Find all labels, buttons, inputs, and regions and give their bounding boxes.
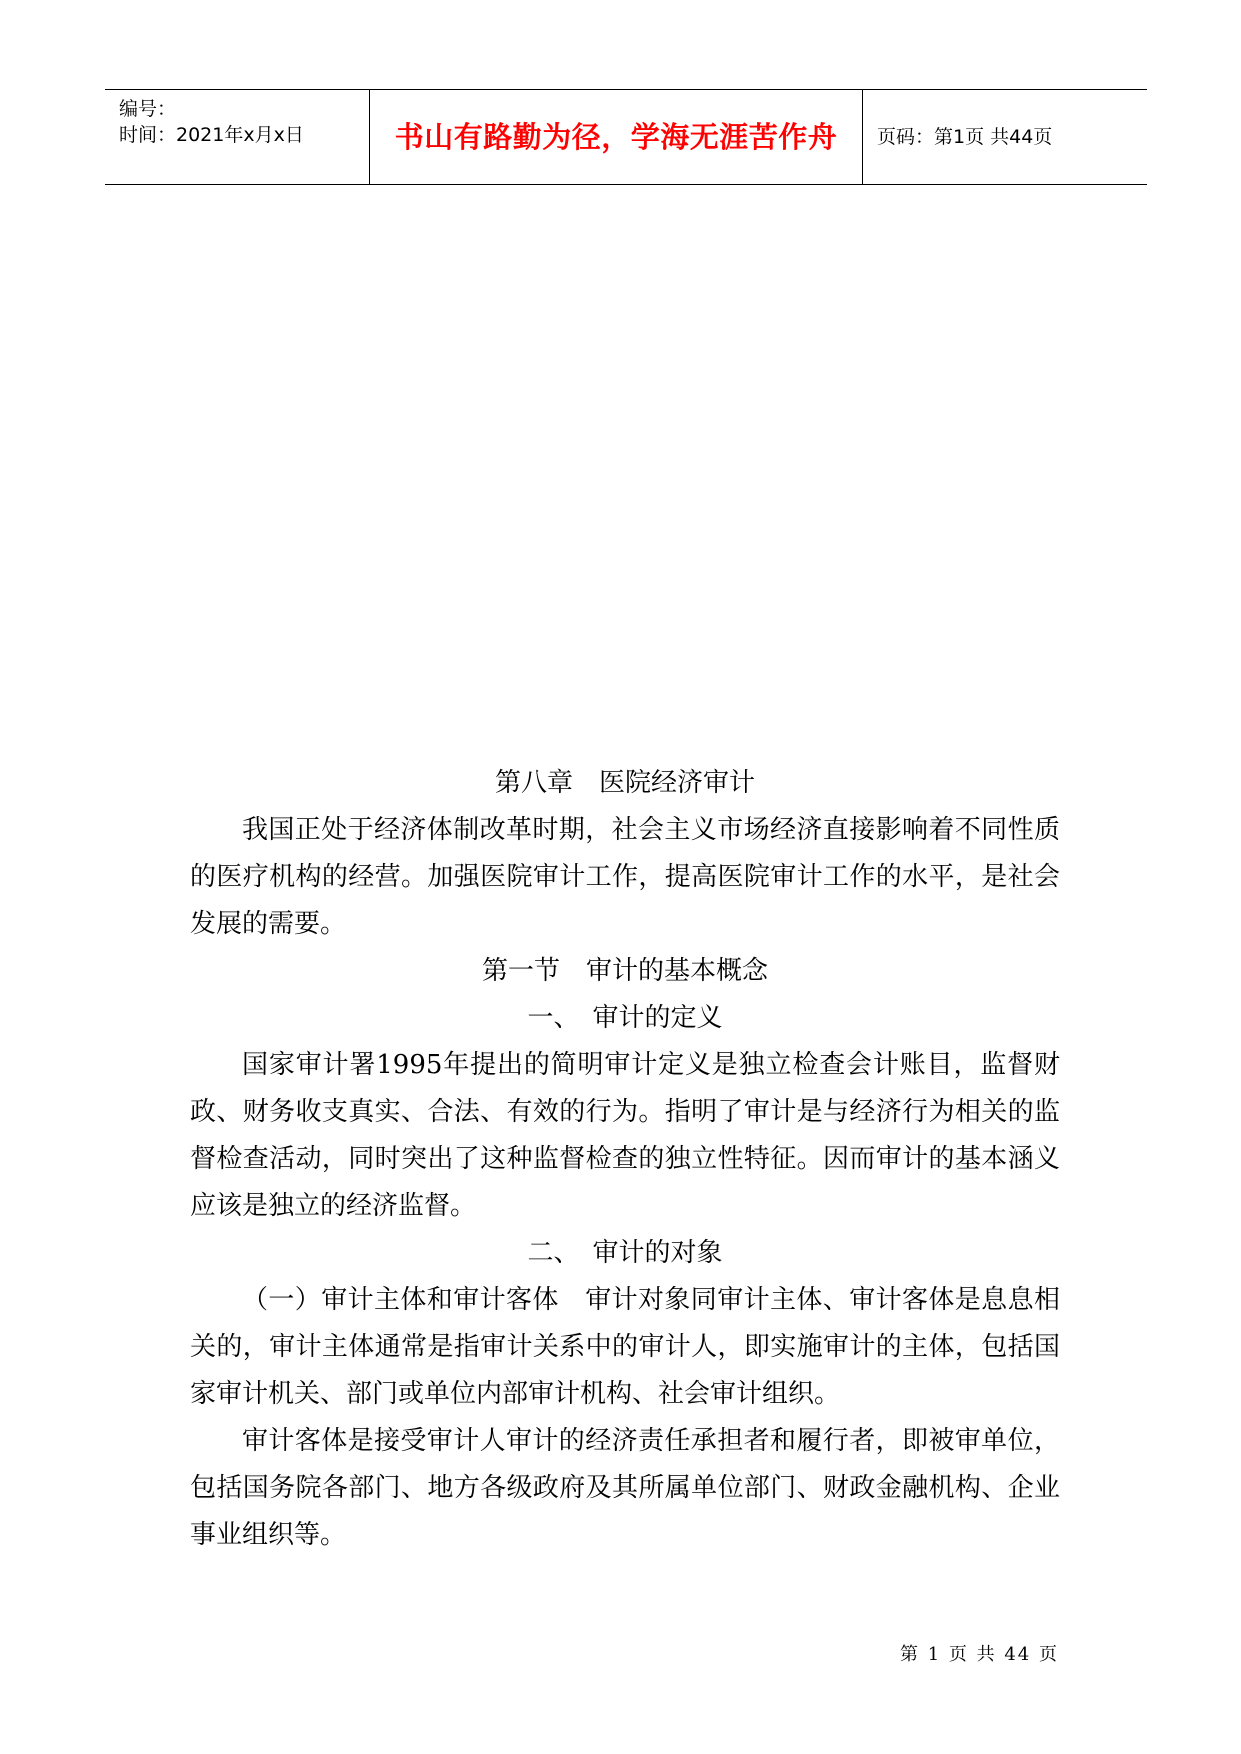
intro-paragraph: 我国正处于经济体制改革时期，社会主义市场经济直接影响着不同性质的医疗机构的经营。加强医院审计工作，提高医院审计工作的水平，是社会发展的需要。 [190,815,1060,939]
object-paragraph-1: （一）审计主体和审计客体 审计对象同审计主体、审计客体是息息相关的，审计主体通常是指审计关系中的审计人，即实施审计的主体，包括国家审计机关、部门或单位内部审计机构、社会审计组织。 [190,1285,1060,1409]
document-body [190,760,1060,1559]
object-paragraph-2: 审计客体是接受审计人审计的经济责任承担者和履行者，即被审单位，包括国务院各部门、地方各级政府及其所属单位部门、财政金融机构、企业事业组织等。 [190,1426,1060,1550]
chapter-title: 第八章 医院经济审计 [494,768,755,798]
header-page-label: 页码：第1页 共44页 [877,126,1053,148]
subsection-title-object: 二、 审计的对象 [527,1238,723,1268]
definition-paragraph: 国家审计署1995年提出的简明审计定义是独立检查会计账目，监督财政、财务收支真实、合法、有效的行为。指明了审计是与经济行为相关的监督检查活动，同时突出了这种监督检查的独立性特征。因而审计的基本涵义应该是独立的经济监督。 [190,1050,1060,1221]
header-code-label: 编号： [119,98,177,120]
section-title: 第一节 审计的基本概念 [481,956,768,986]
header-meta-cell [105,90,370,184]
page-footer: 第 1 页 共 44 页 [900,1644,1059,1665]
header-motto: 书山有路勤为径，学海无涯苦作舟 [370,90,863,184]
page-header [105,89,1147,185]
subsection-title-definition: 一、 审计的定义 [527,1003,723,1033]
header-time-label: 时间：2021年x月x日 [119,124,304,146]
